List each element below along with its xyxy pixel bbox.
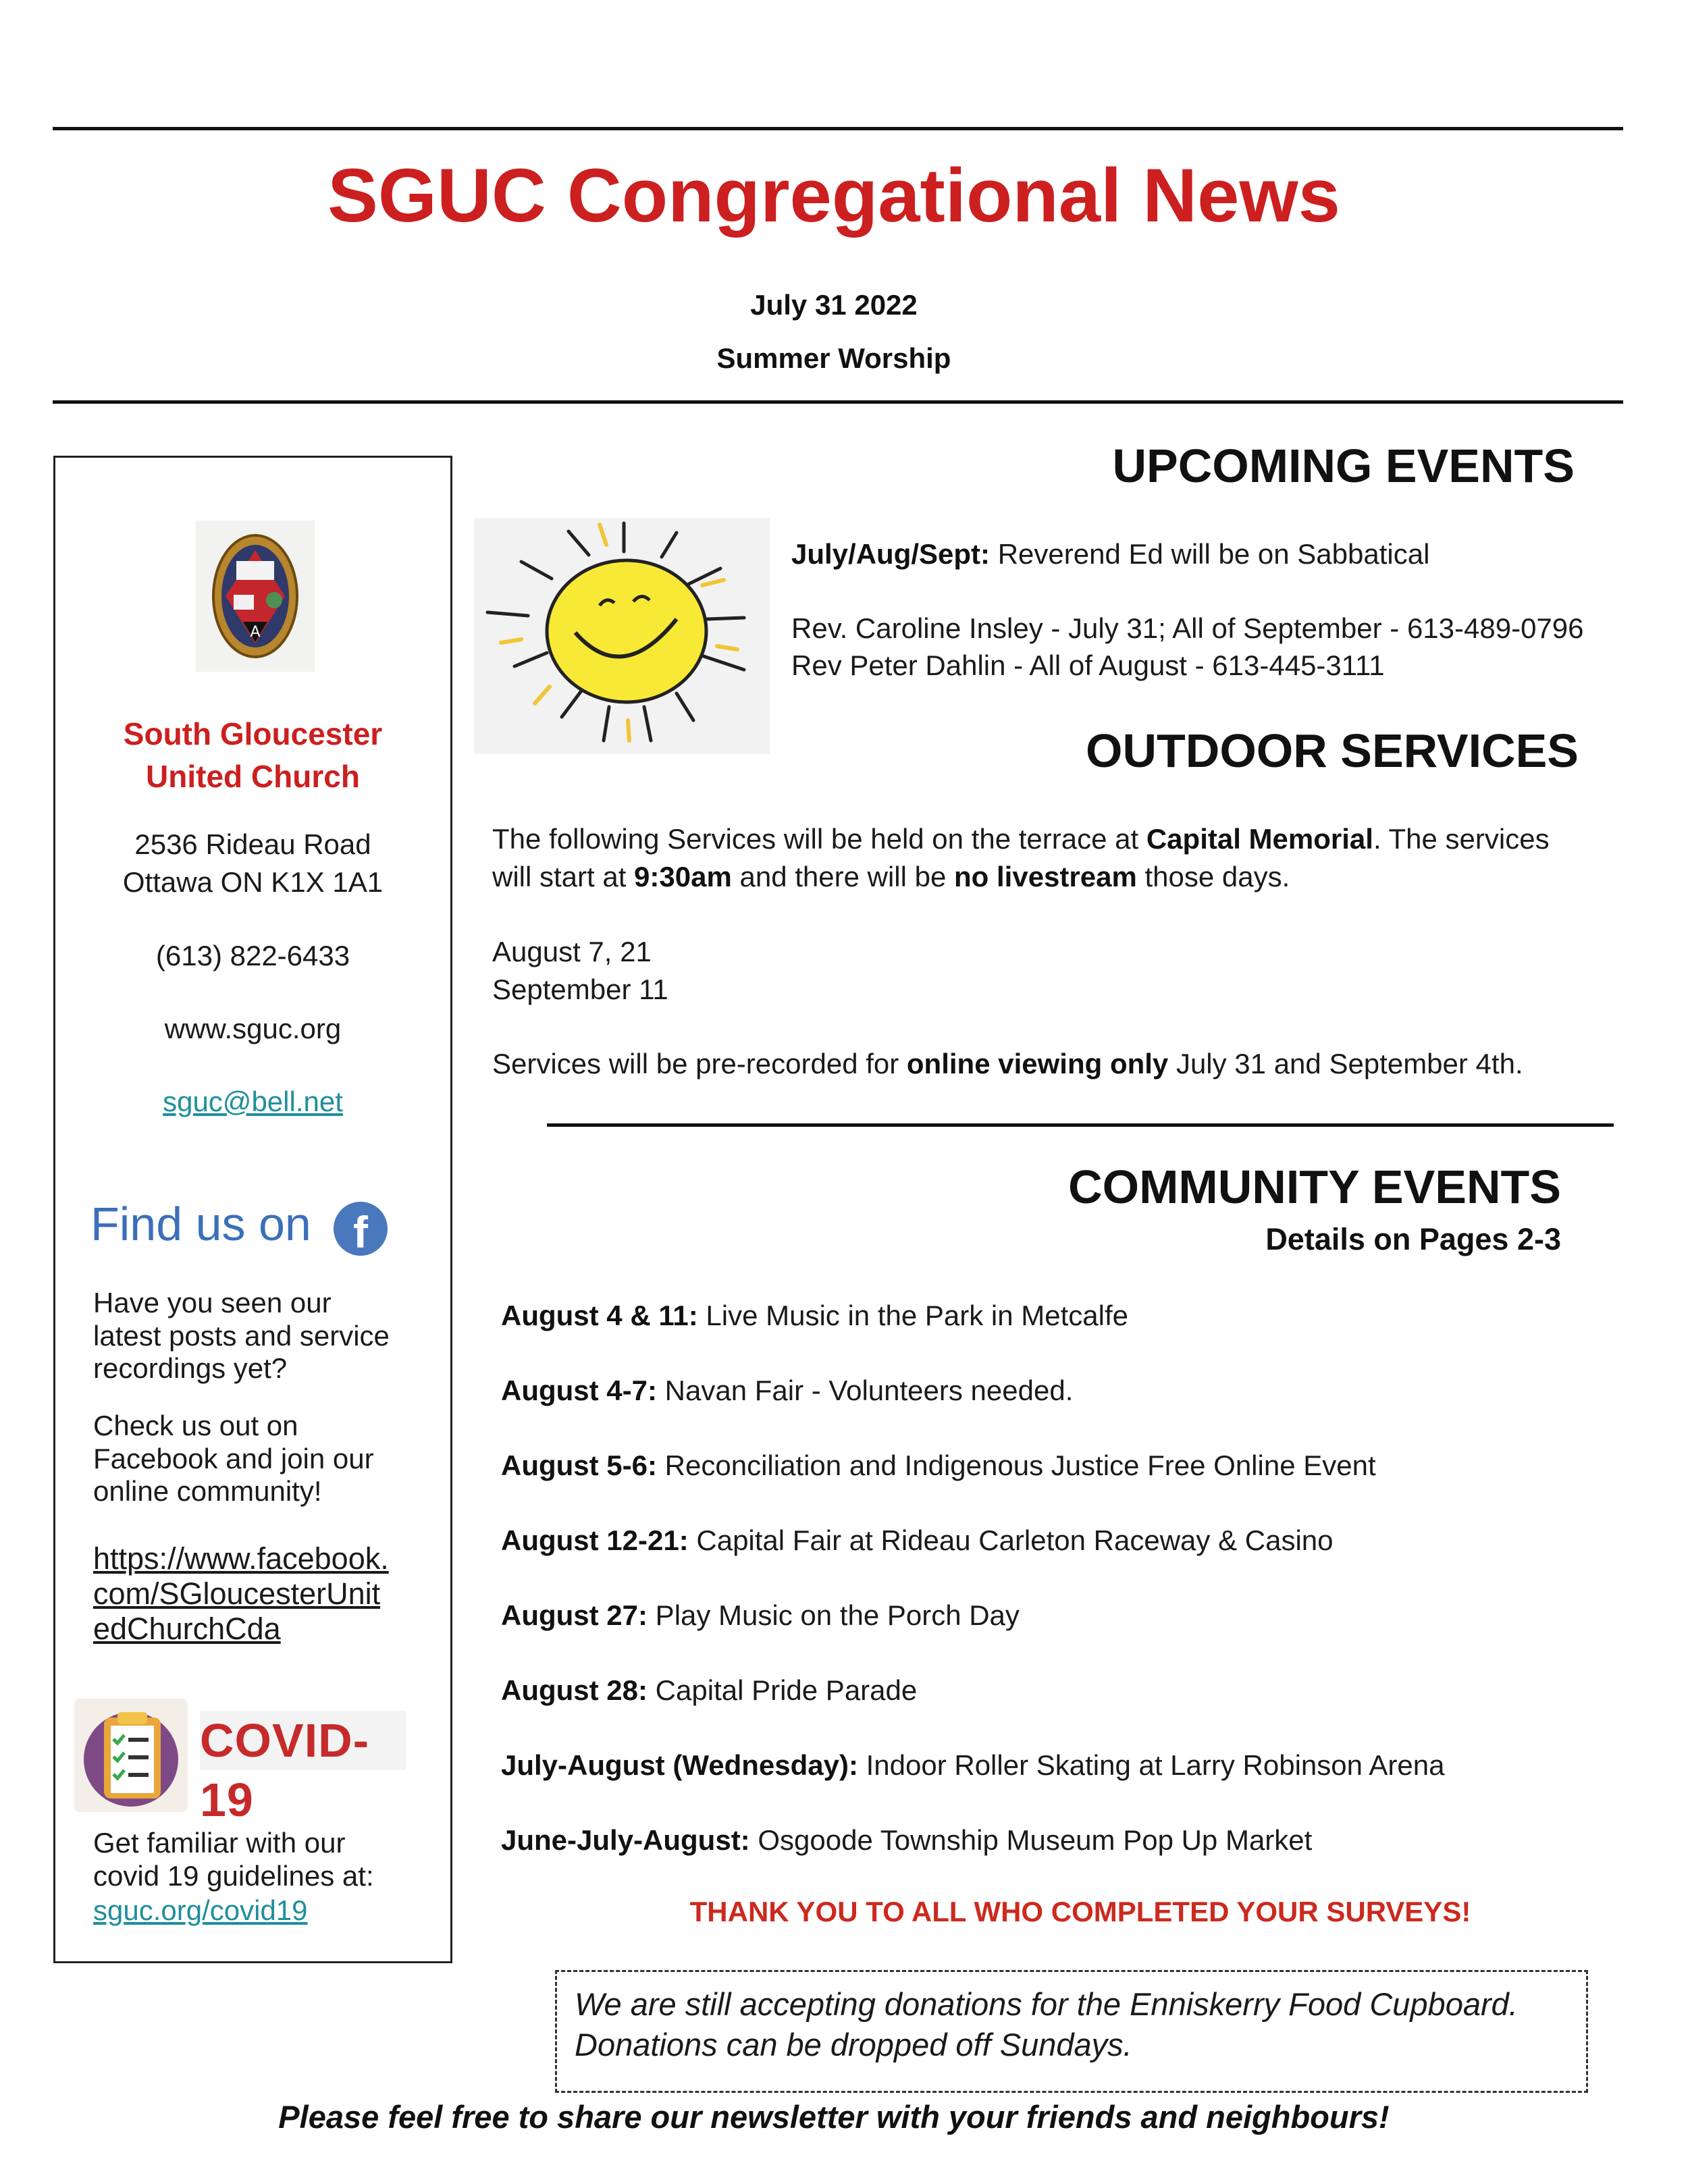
outdoor-service-dates: August 7, 21 September 11 bbox=[492, 936, 668, 1005]
outdoor-services-paragraph: The following Services will be held on the terrace at Capital Memorial. The services will start at 9:30am and there will be no livestream those days. bbox=[492, 823, 1550, 893]
list-item: August 28: Capital Pride Parade bbox=[501, 1674, 918, 1706]
list-item: August 4-7: Navan Fair - Volunteers needed. bbox=[501, 1375, 1074, 1406]
church-address: 2536 Rideau Road Ottawa ON K1X 1A1 bbox=[122, 828, 384, 898]
page-title: SGUC Congregational News bbox=[327, 153, 1340, 238]
issue-subtitle: Summer Worship bbox=[716, 342, 951, 374]
top-divider bbox=[53, 127, 1623, 130]
facebook-icon[interactable]: f bbox=[334, 1202, 388, 1256]
facebook-page-link[interactable]: https://www.facebook. com/SGloucesterUnit edChurchCda bbox=[93, 1541, 389, 1647]
reverend-contact-1: Rev. Caroline Insley - July 31; All of September - 613-489-0796 bbox=[791, 612, 1584, 644]
sabbatical-notice: July/Aug/Sept: Reverend Ed will be on Sabbatical bbox=[791, 538, 1430, 570]
list-item: August 27: Play Music on the Porch Day bbox=[501, 1599, 1020, 1631]
header-divider bbox=[53, 400, 1623, 404]
email-link[interactable]: sguc@bell.net bbox=[163, 1086, 343, 1117]
covid-link[interactable]: sguc.org/covid19 bbox=[93, 1894, 308, 1926]
footer-message: Please feel free to share our newsletter with your friends and neighbours! bbox=[278, 2099, 1390, 2135]
facebook-paragraph-2: Check us out on Facebook and join our online community! bbox=[93, 1410, 374, 1508]
upcoming-events-heading: UPCOMING EVENTS bbox=[1112, 440, 1575, 492]
find-us-on-facebook-label: Find us on bbox=[90, 1198, 311, 1250]
online-viewing-notice: Services will be pre-recorded for online viewing only July 31 and September 4th. bbox=[492, 1048, 1523, 1080]
svg-text:A: A bbox=[250, 624, 261, 641]
reverend-contact-2: Rev Peter Dahlin - All of August - 613-445-3111 bbox=[791, 649, 1385, 681]
list-item: June-July-August: Osgoode Township Museum Pop Up Market bbox=[501, 1824, 1313, 1856]
sidebar bbox=[53, 456, 452, 1963]
list-item: August 5-6: Reconciliation and Indigenous Justice Free Online Event bbox=[501, 1449, 1376, 1481]
checklist-icon bbox=[74, 1699, 188, 1812]
covid-19-banner: COVID-19 bbox=[200, 1711, 406, 1770]
outdoor-services-heading: OUTDOOR SERVICES bbox=[1086, 724, 1579, 777]
list-item: August 12-21: Capital Fair at Rideau Carleton Raceway & Casino bbox=[501, 1524, 1334, 1556]
issue-date: July 31 2022 bbox=[750, 289, 918, 321]
smiling-sun-image bbox=[474, 518, 770, 754]
list-item: August 4 & 11: Live Music in the Park in Metcalfe bbox=[501, 1300, 1128, 1331]
section-divider bbox=[547, 1123, 1614, 1127]
church-crest-logo bbox=[196, 521, 315, 672]
facebook-paragraph-1: Have you seen our latest posts and service recordings yet? bbox=[93, 1287, 390, 1385]
donation-notice-box: We are still accepting donations for the Enniskerry Food Cupboard. Donations can be dropped off Sundays. bbox=[555, 1970, 1588, 2093]
church-name: South Gloucester United Church bbox=[123, 716, 383, 794]
survey-thanks-banner: THANK YOU TO ALL WHO COMPLETED YOUR SURVEYS! bbox=[689, 1896, 1471, 1927]
covid-guidelines-text: Get familiar with our covid 19 guidelines at: bbox=[93, 1827, 374, 1892]
church-phone: (613) 822-6433 bbox=[155, 940, 350, 971]
community-events-subheading: Details on Pages 2-3 bbox=[1265, 1222, 1561, 1256]
list-item: July-August (Wednesday): Indoor Roller Skating at Larry Robinson Arena bbox=[501, 1749, 1445, 1781]
community-events-heading: COMMUNITY EVENTS bbox=[1068, 1161, 1561, 1213]
church-website: www.sguc.org bbox=[164, 1013, 342, 1044]
